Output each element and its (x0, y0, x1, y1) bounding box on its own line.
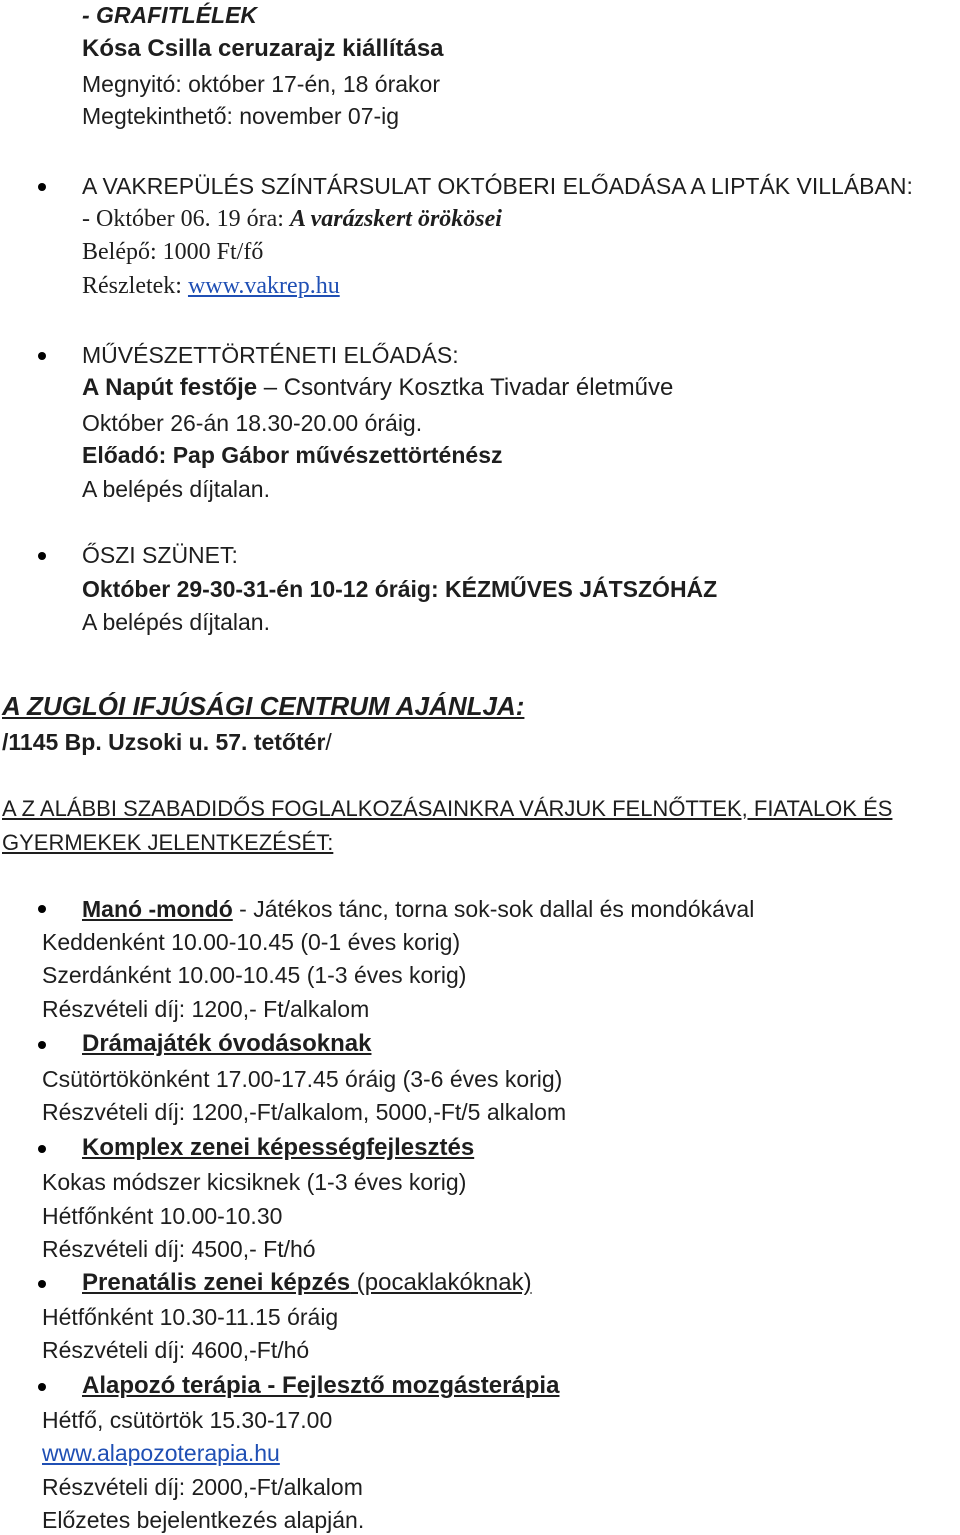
drama-title: Drámajáték óvodásoknak (82, 1030, 372, 1057)
alapozo-fee: Részvételi díj: 2000,-Ft/alkalom (42, 1474, 363, 1500)
bullet-icon (38, 905, 46, 913)
autumn-event: Október 29-30-31-én 10-12 óráig: KÉZMŰVES JÁTSZÓHÁZ (82, 576, 718, 602)
bullet-icon (38, 1383, 46, 1391)
center-invite-line2: GYERMEKEK JELENTKEZÉSÉT: (2, 830, 334, 855)
mano-line1: Keddenként 10.00-10.45 (0-1 éves korig) (42, 929, 461, 955)
mano-line2: Szerdánként 10.00-10.45 (1-3 éves korig) (42, 962, 467, 988)
prenatal-title-rest: (pocaklakóknak) (350, 1269, 532, 1296)
komplex-line2: Hétfőnként 10.00-10.30 (42, 1203, 283, 1229)
alapozo-line1: Hétfő, csütörtök 15.30-17.00 (42, 1407, 333, 1433)
alapozo-link[interactable]: www.alapozoterapia.hu (42, 1440, 280, 1466)
bullet-icon (38, 552, 46, 560)
mano-title: Manó -mondó (82, 896, 233, 922)
grafit-viewable: Megtekinthető: november 07-ig (82, 103, 400, 129)
center-address (2, 727, 332, 757)
art-heading: MŰVÉSZETTÖRTÉNETI ELŐADÁS: (82, 342, 459, 368)
autumn-entry: A belépés díjtalan. (82, 609, 270, 635)
mano-fee: Részvételi díj: 1200,- Ft/alkalom (42, 996, 370, 1022)
bullet-icon (38, 352, 46, 360)
mano-desc: - Játékos tánc, torna sok-sok dallal és mondókával (232, 896, 755, 922)
bullet-icon (38, 1280, 46, 1288)
alapozo-title: Alapozó terápia - Fejlesztő mozgásterápia (82, 1372, 560, 1399)
art-title-line (82, 373, 673, 403)
vakrep-entry: Belépő: 1000 Ft/fő (82, 239, 264, 265)
drama-line1: Csütörtökönként 17.00-17.45 óráig (3-6 éves korig) (42, 1066, 563, 1092)
vakrep-details-line (82, 271, 340, 301)
art-entry: A belépés díjtalan. (82, 476, 270, 502)
center-invite-line1: A Z ALÁBBI SZABADIDŐS FOGLALKOZÁSAINKRA VÁRJUK FELNŐTTEK, FIATALOK ÉS (2, 796, 893, 821)
art-time: Október 26-án 18.30-20.00 óráig. (82, 410, 423, 436)
alapozo-note: Előzetes bejelentkezés alapján. (42, 1507, 365, 1533)
center-address-end: / (325, 729, 332, 755)
prenatal-line1: Hétfőnként 10.30-11.15 óráig (42, 1304, 339, 1330)
komplex-line1: Kokas módszer kicsiknek (1-3 éves korig) (42, 1169, 467, 1195)
vakrep-play-title: A varázskert örökösei (289, 206, 502, 232)
grafit-subtitle: Kósa Csilla ceruzarajz kiállítása (82, 35, 444, 62)
vakrep-date: - Október 06. 19 óra: (82, 206, 290, 232)
bullet-icon (38, 183, 46, 191)
vakrep-heading: A VAKREPÜLÉS SZÍNTÁRSULAT OKTÓBERI ELŐADÁSA A LIPTÁK VILLÁBAN: (82, 173, 913, 199)
prenatal-title-line (82, 1268, 532, 1298)
art-presenter: Előadó: Pap Gábor művészettörténész (82, 442, 503, 468)
komplex-fee: Részvételi díj: 4500,- Ft/hó (42, 1236, 316, 1262)
grafit-title: - GRAFITLÉLEK (82, 2, 258, 28)
prenatal-fee: Részvételi díj: 4600,-Ft/hó (42, 1337, 310, 1363)
bullet-icon (38, 1041, 46, 1049)
center-heading: A ZUGLÓI IFJÚSÁGI CENTRUM AJÁNLJA: (2, 691, 525, 721)
art-title-rest: – Csontváry Kosztka Tivadar életműve (257, 374, 674, 401)
prenatal-title: Prenatális zenei képzés (82, 1269, 351, 1296)
art-title: A Napút festője (82, 374, 258, 401)
autumn-heading: ŐSZI SZÜNET: (82, 542, 238, 568)
mano-title-line (82, 894, 754, 924)
center-address-main: /1145 Bp. Uzsoki u. 57. tetőtér (2, 729, 326, 755)
vakrep-details-label: Részletek: (82, 273, 188, 299)
vakrep-date-line (82, 204, 502, 234)
bullet-icon (38, 1145, 46, 1153)
grafit-opening: Megnyitó: október 17-én, 18 órakor (82, 71, 440, 97)
komplex-title: Komplex zenei képességfejlesztés (82, 1134, 475, 1161)
vakrep-link[interactable]: www.vakrep.hu (187, 273, 340, 299)
drama-fee: Részvételi díj: 1200,-Ft/alkalom, 5000,-Ft/5 alkalom (42, 1099, 567, 1125)
